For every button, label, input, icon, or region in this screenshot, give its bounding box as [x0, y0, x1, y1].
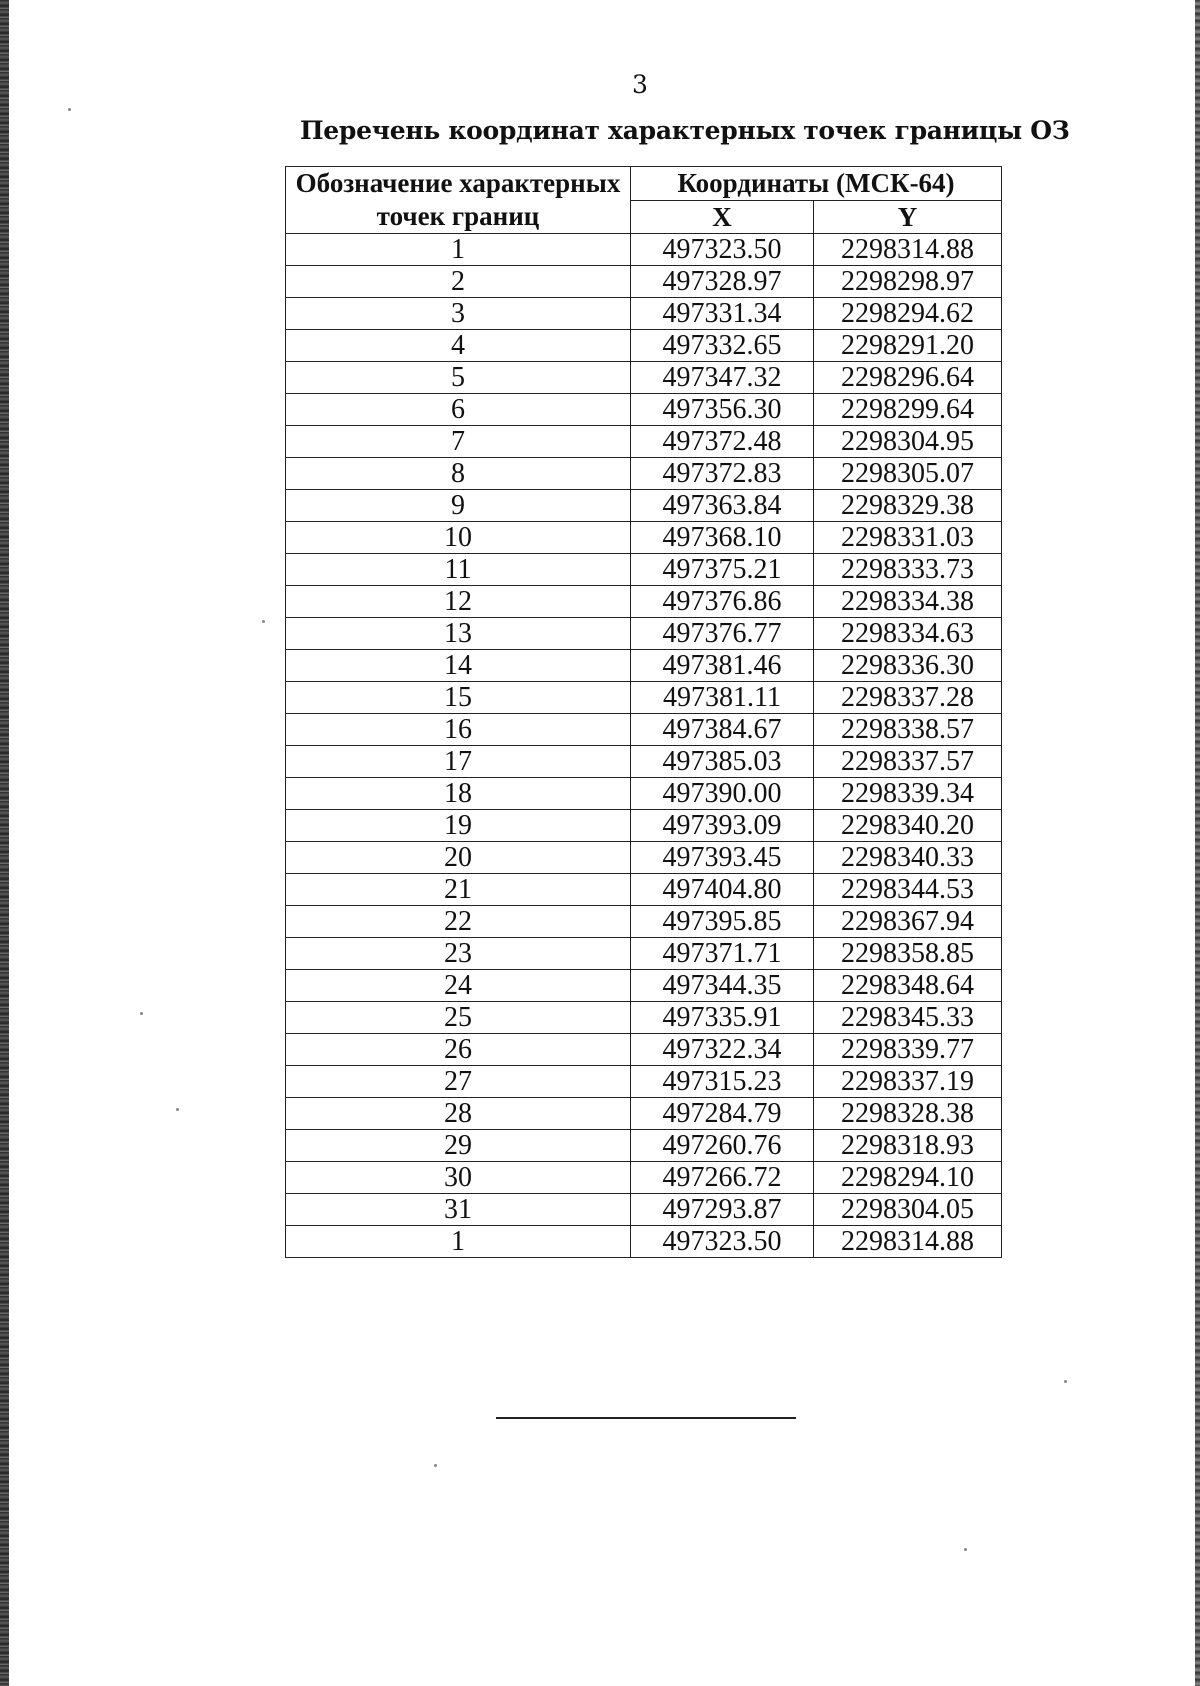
- y-cell: 2298294.62: [814, 298, 1002, 330]
- scan-speck: [176, 1108, 179, 1111]
- table-row: [286, 458, 1002, 490]
- point-cell: 11: [286, 554, 631, 586]
- y-cell: 2298296.64: [814, 362, 1002, 394]
- y-cell: 2298299.64: [814, 394, 1002, 426]
- y-cell: 2298358.85: [814, 938, 1002, 970]
- scan-speck: [262, 620, 265, 623]
- y-cell: 2298305.07: [814, 458, 1002, 490]
- x-cell: 497315.23: [631, 1066, 814, 1098]
- table-row: [286, 490, 1002, 522]
- y-cell: 2298333.73: [814, 554, 1002, 586]
- scan-speck: [140, 1012, 143, 1015]
- table-header: [286, 167, 1002, 234]
- table-row: [286, 714, 1002, 746]
- table-row: [286, 1034, 1002, 1066]
- table-row: [286, 778, 1002, 810]
- y-cell: 2298338.57: [814, 714, 1002, 746]
- table-row: [286, 1162, 1002, 1194]
- x-cell: 497395.85: [631, 906, 814, 938]
- table-row: [286, 1226, 1002, 1258]
- x-cell: 497323.50: [631, 1226, 814, 1258]
- y-cell: 2298294.10: [814, 1162, 1002, 1194]
- x-cell: 497260.76: [631, 1130, 814, 1162]
- header-coordinates-group: Координаты (МСК-64): [631, 167, 1002, 201]
- x-cell: 497323.50: [631, 234, 814, 266]
- y-cell: 2298329.38: [814, 490, 1002, 522]
- point-cell: 18: [286, 778, 631, 810]
- table-row: [286, 1066, 1002, 1098]
- table-body: [286, 234, 1002, 1258]
- point-cell: 10: [286, 522, 631, 554]
- y-cell: 2298314.88: [814, 1226, 1002, 1258]
- y-cell: 2298344.53: [814, 874, 1002, 906]
- point-cell: 28: [286, 1098, 631, 1130]
- point-cell: 22: [286, 906, 631, 938]
- y-cell: 2298304.95: [814, 426, 1002, 458]
- point-cell: 25: [286, 1002, 631, 1034]
- point-cell: 21: [286, 874, 631, 906]
- header-y: Y: [814, 200, 1002, 234]
- x-cell: 497322.34: [631, 1034, 814, 1066]
- y-cell: 2298340.20: [814, 810, 1002, 842]
- point-cell: 17: [286, 746, 631, 778]
- x-cell: 497372.83: [631, 458, 814, 490]
- point-cell: 16: [286, 714, 631, 746]
- y-cell: 2298318.93: [814, 1130, 1002, 1162]
- point-cell: 3: [286, 298, 631, 330]
- x-cell: 497335.91: [631, 1002, 814, 1034]
- x-cell: 497376.77: [631, 618, 814, 650]
- y-cell: 2298337.19: [814, 1066, 1002, 1098]
- scan-edge-left: [0, 0, 9, 1686]
- table-row: [286, 746, 1002, 778]
- point-cell: 29: [286, 1130, 631, 1162]
- header-designation: Обозначение характерных точек границ: [286, 167, 631, 234]
- point-cell: 26: [286, 1034, 631, 1066]
- y-cell: 2298314.88: [814, 234, 1002, 266]
- point-cell: 19: [286, 810, 631, 842]
- table-row: [286, 394, 1002, 426]
- scan-speck: [68, 108, 71, 111]
- table-row: [286, 1130, 1002, 1162]
- y-cell: 2298304.05: [814, 1194, 1002, 1226]
- y-cell: 2298337.28: [814, 682, 1002, 714]
- footer-divider: [496, 1417, 796, 1419]
- y-cell: 2298334.38: [814, 586, 1002, 618]
- point-cell: 31: [286, 1194, 631, 1226]
- y-cell: 2298345.33: [814, 1002, 1002, 1034]
- point-cell: 8: [286, 458, 631, 490]
- x-cell: 497393.45: [631, 842, 814, 874]
- x-cell: 497363.84: [631, 490, 814, 522]
- table-row: [286, 1002, 1002, 1034]
- point-cell: 2: [286, 266, 631, 298]
- coordinates-table: [285, 166, 1002, 1258]
- table-row: [286, 266, 1002, 298]
- point-cell: 13: [286, 618, 631, 650]
- x-cell: 497332.65: [631, 330, 814, 362]
- x-cell: 497372.48: [631, 426, 814, 458]
- point-cell: 23: [286, 938, 631, 970]
- point-cell: 1: [286, 1226, 631, 1258]
- point-cell: 24: [286, 970, 631, 1002]
- table-row: [286, 298, 1002, 330]
- table-row: [286, 330, 1002, 362]
- point-cell: 15: [286, 682, 631, 714]
- table-row: [286, 810, 1002, 842]
- point-cell: 7: [286, 426, 631, 458]
- y-cell: 2298328.38: [814, 1098, 1002, 1130]
- table-row: [286, 1098, 1002, 1130]
- point-cell: 20: [286, 842, 631, 874]
- table-row: [286, 906, 1002, 938]
- x-cell: 497293.87: [631, 1194, 814, 1226]
- y-cell: 2298367.94: [814, 906, 1002, 938]
- table-row: [286, 682, 1002, 714]
- x-cell: 497284.79: [631, 1098, 814, 1130]
- y-cell: 2298348.64: [814, 970, 1002, 1002]
- x-cell: 497393.09: [631, 810, 814, 842]
- header-x: X: [631, 200, 814, 234]
- table-row: [286, 234, 1002, 266]
- point-cell: 27: [286, 1066, 631, 1098]
- x-cell: 497347.32: [631, 362, 814, 394]
- y-cell: 2298339.77: [814, 1034, 1002, 1066]
- table-row: [286, 874, 1002, 906]
- x-cell: 497328.97: [631, 266, 814, 298]
- x-cell: 497266.72: [631, 1162, 814, 1194]
- point-cell: 4: [286, 330, 631, 362]
- y-cell: 2298291.20: [814, 330, 1002, 362]
- table-row: [286, 426, 1002, 458]
- scan-edge-right: [1195, 0, 1200, 1686]
- table-row: [286, 362, 1002, 394]
- table-row: [286, 618, 1002, 650]
- table-row: [286, 1194, 1002, 1226]
- x-cell: 497371.71: [631, 938, 814, 970]
- table-row: [286, 522, 1002, 554]
- x-cell: 497390.00: [631, 778, 814, 810]
- table-row: [286, 554, 1002, 586]
- x-cell: 497375.21: [631, 554, 814, 586]
- x-cell: 497384.67: [631, 714, 814, 746]
- scan-speck: [964, 1548, 967, 1551]
- page-number: 3: [632, 70, 648, 99]
- table-row: [286, 842, 1002, 874]
- document-title: Перечень координат характерных точек границы ОЗ: [300, 116, 1070, 145]
- point-cell: 6: [286, 394, 631, 426]
- y-cell: 2298331.03: [814, 522, 1002, 554]
- table-row: [286, 938, 1002, 970]
- x-cell: 497368.10: [631, 522, 814, 554]
- point-cell: 9: [286, 490, 631, 522]
- scan-speck: [434, 1464, 437, 1467]
- x-cell: 497376.86: [631, 586, 814, 618]
- x-cell: 497356.30: [631, 394, 814, 426]
- table-row: [286, 586, 1002, 618]
- x-cell: 497381.46: [631, 650, 814, 682]
- x-cell: 497385.03: [631, 746, 814, 778]
- y-cell: 2298334.63: [814, 618, 1002, 650]
- x-cell: 497381.11: [631, 682, 814, 714]
- x-cell: 497331.34: [631, 298, 814, 330]
- y-cell: 2298336.30: [814, 650, 1002, 682]
- scan-speck: [1064, 1380, 1067, 1383]
- y-cell: 2298340.33: [814, 842, 1002, 874]
- point-cell: 12: [286, 586, 631, 618]
- table-row: [286, 650, 1002, 682]
- y-cell: 2298339.34: [814, 778, 1002, 810]
- point-cell: 1: [286, 234, 631, 266]
- x-cell: 497344.35: [631, 970, 814, 1002]
- point-cell: 5: [286, 362, 631, 394]
- point-cell: 14: [286, 650, 631, 682]
- table-row: [286, 970, 1002, 1002]
- point-cell: 30: [286, 1162, 631, 1194]
- y-cell: 2298298.97: [814, 266, 1002, 298]
- y-cell: 2298337.57: [814, 746, 1002, 778]
- x-cell: 497404.80: [631, 874, 814, 906]
